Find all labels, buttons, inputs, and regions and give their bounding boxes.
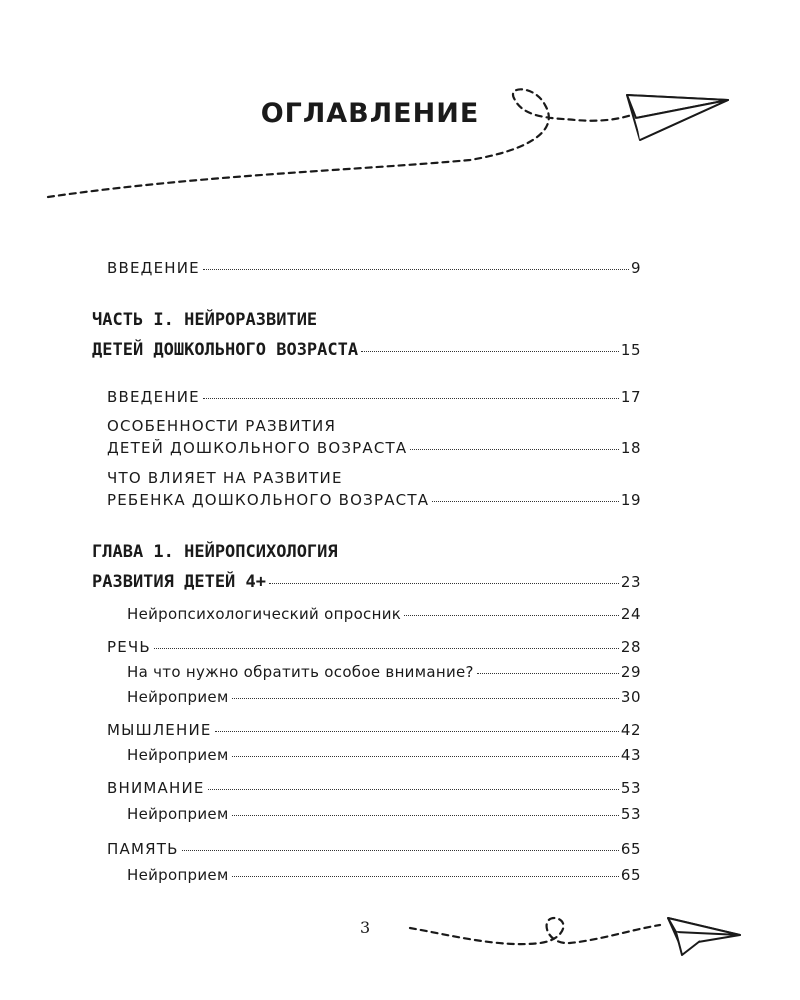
page-number: 3 [360,918,371,937]
toc-entry-label: РЕБЕНКА ДОШКОЛЬНОГО ВОЗРАСТА [107,491,430,509]
toc-entry-speech-attention[interactable] [127,661,641,683]
toc-entry-label: ЧТО ВЛИЯЕТ НА РАЗВИТИЕ [107,469,343,487]
toc-entry-label: ОСОБЕННОСТИ РАЗВИТИЯ [107,417,337,435]
dot-leader [203,269,629,270]
toc-entry-page: 30 [620,688,641,706]
toc-entry-label: ДЕТЕЙ ДОШКОЛЬНОГО ВОЗРАСТА [92,340,359,360]
toc-entry-label: На что нужно обратить особое внимание? [127,663,474,681]
dot-leader [269,583,619,584]
toc-entry-page: 53 [620,779,641,797]
toc-entry-page: 29 [620,663,641,681]
toc-entry-label: Нейроприем [127,746,229,764]
toc-entry-page: 18 [620,439,641,457]
bottom-dashed-path [410,918,660,944]
toc-entry-label: Нейроприем [127,688,229,706]
dot-leader [404,615,619,616]
toc-entry-attention-neuro[interactable] [127,803,641,825]
toc-entry-speech[interactable] [107,636,641,658]
toc-entry-chapter1[interactable] [92,568,641,596]
toc-entry-speech-neuro[interactable] [127,686,641,708]
toc-entry-chapter1-line1[interactable] [92,538,641,566]
toc-entry-attention[interactable] [107,777,641,799]
toc-entry-label: ПАМЯТЬ [107,840,179,858]
toc-entry-thinking-neuro[interactable] [127,744,641,766]
toc-entry-influence[interactable] [107,489,641,511]
toc-entry-influence-line1[interactable] [107,467,641,489]
toc-entry-label: Нейроприем [127,805,229,823]
toc-entry-part1-line1[interactable] [92,306,641,334]
toc-entry-page: 53 [620,805,641,823]
toc-entry-page: 9 [630,259,641,277]
toc-entry-label: ДЕТЕЙ ДОШКОЛЬНОГО ВОЗРАСТА [107,439,408,457]
toc-entry-part1[interactable] [92,336,641,364]
page-title: ОГЛАВЛЕНИЕ [260,98,480,129]
dot-leader [477,673,619,674]
toc-entry-label: ЧАСТЬ I. НЕЙРОРАЗВИТИЕ [92,310,318,330]
dot-leader [203,398,619,399]
dot-leader [232,815,619,816]
toc-entry-page: 43 [620,746,641,764]
toc-entry-features-line1[interactable] [107,415,641,437]
dot-leader [361,351,619,352]
toc-entry-label: МЫШЛЕНИЕ [107,721,212,739]
dot-leader [232,698,619,699]
toc-entry-part1-intro[interactable] [107,386,641,408]
toc-entry-page: 42 [620,721,641,739]
toc-entry-label: ГЛАВА 1. НЕЙРОПСИХОЛОГИЯ [92,542,338,562]
dot-leader [208,789,619,790]
paper-plane-bottom-icon [668,918,740,955]
toc-entry-memory-neuro[interactable] [127,864,641,886]
toc-entry-label: ВВЕДЕНИЕ [107,388,200,406]
dot-leader [432,501,619,502]
toc-entry-page: 65 [620,840,641,858]
dot-leader [182,850,619,851]
toc-entry-questionnaire[interactable] [127,603,641,625]
dot-leader [154,648,619,649]
dot-leader [232,756,619,757]
toc-entry-page: 19 [620,491,641,509]
dot-leader [232,876,619,877]
toc-entry-page: 24 [620,605,641,623]
toc-entry-features[interactable] [107,437,641,459]
toc-entry-page: 65 [620,866,641,884]
toc-entry-memory[interactable] [107,838,641,860]
toc-entry-intro[interactable] [107,257,641,279]
toc-entry-page: 15 [620,341,641,359]
toc-entry-page: 28 [620,638,641,656]
toc-entry-label: ВВЕДЕНИЕ [107,259,200,277]
toc-entry-label: Нейропсихологический опросник [127,605,402,623]
toc-entry-page: 23 [620,573,641,591]
toc-entry-label: Нейроприем [127,866,229,884]
toc-entry-label: ВНИМАНИЕ [107,779,205,797]
dot-leader [410,449,619,450]
toc-entry-label: РЕЧЬ [107,638,151,656]
toc-entry-thinking[interactable] [107,719,641,741]
toc-entry-page: 17 [620,388,641,406]
dot-leader [215,731,619,732]
toc-entry-label: РАЗВИТИЯ ДЕТЕЙ 4+ [92,572,266,592]
